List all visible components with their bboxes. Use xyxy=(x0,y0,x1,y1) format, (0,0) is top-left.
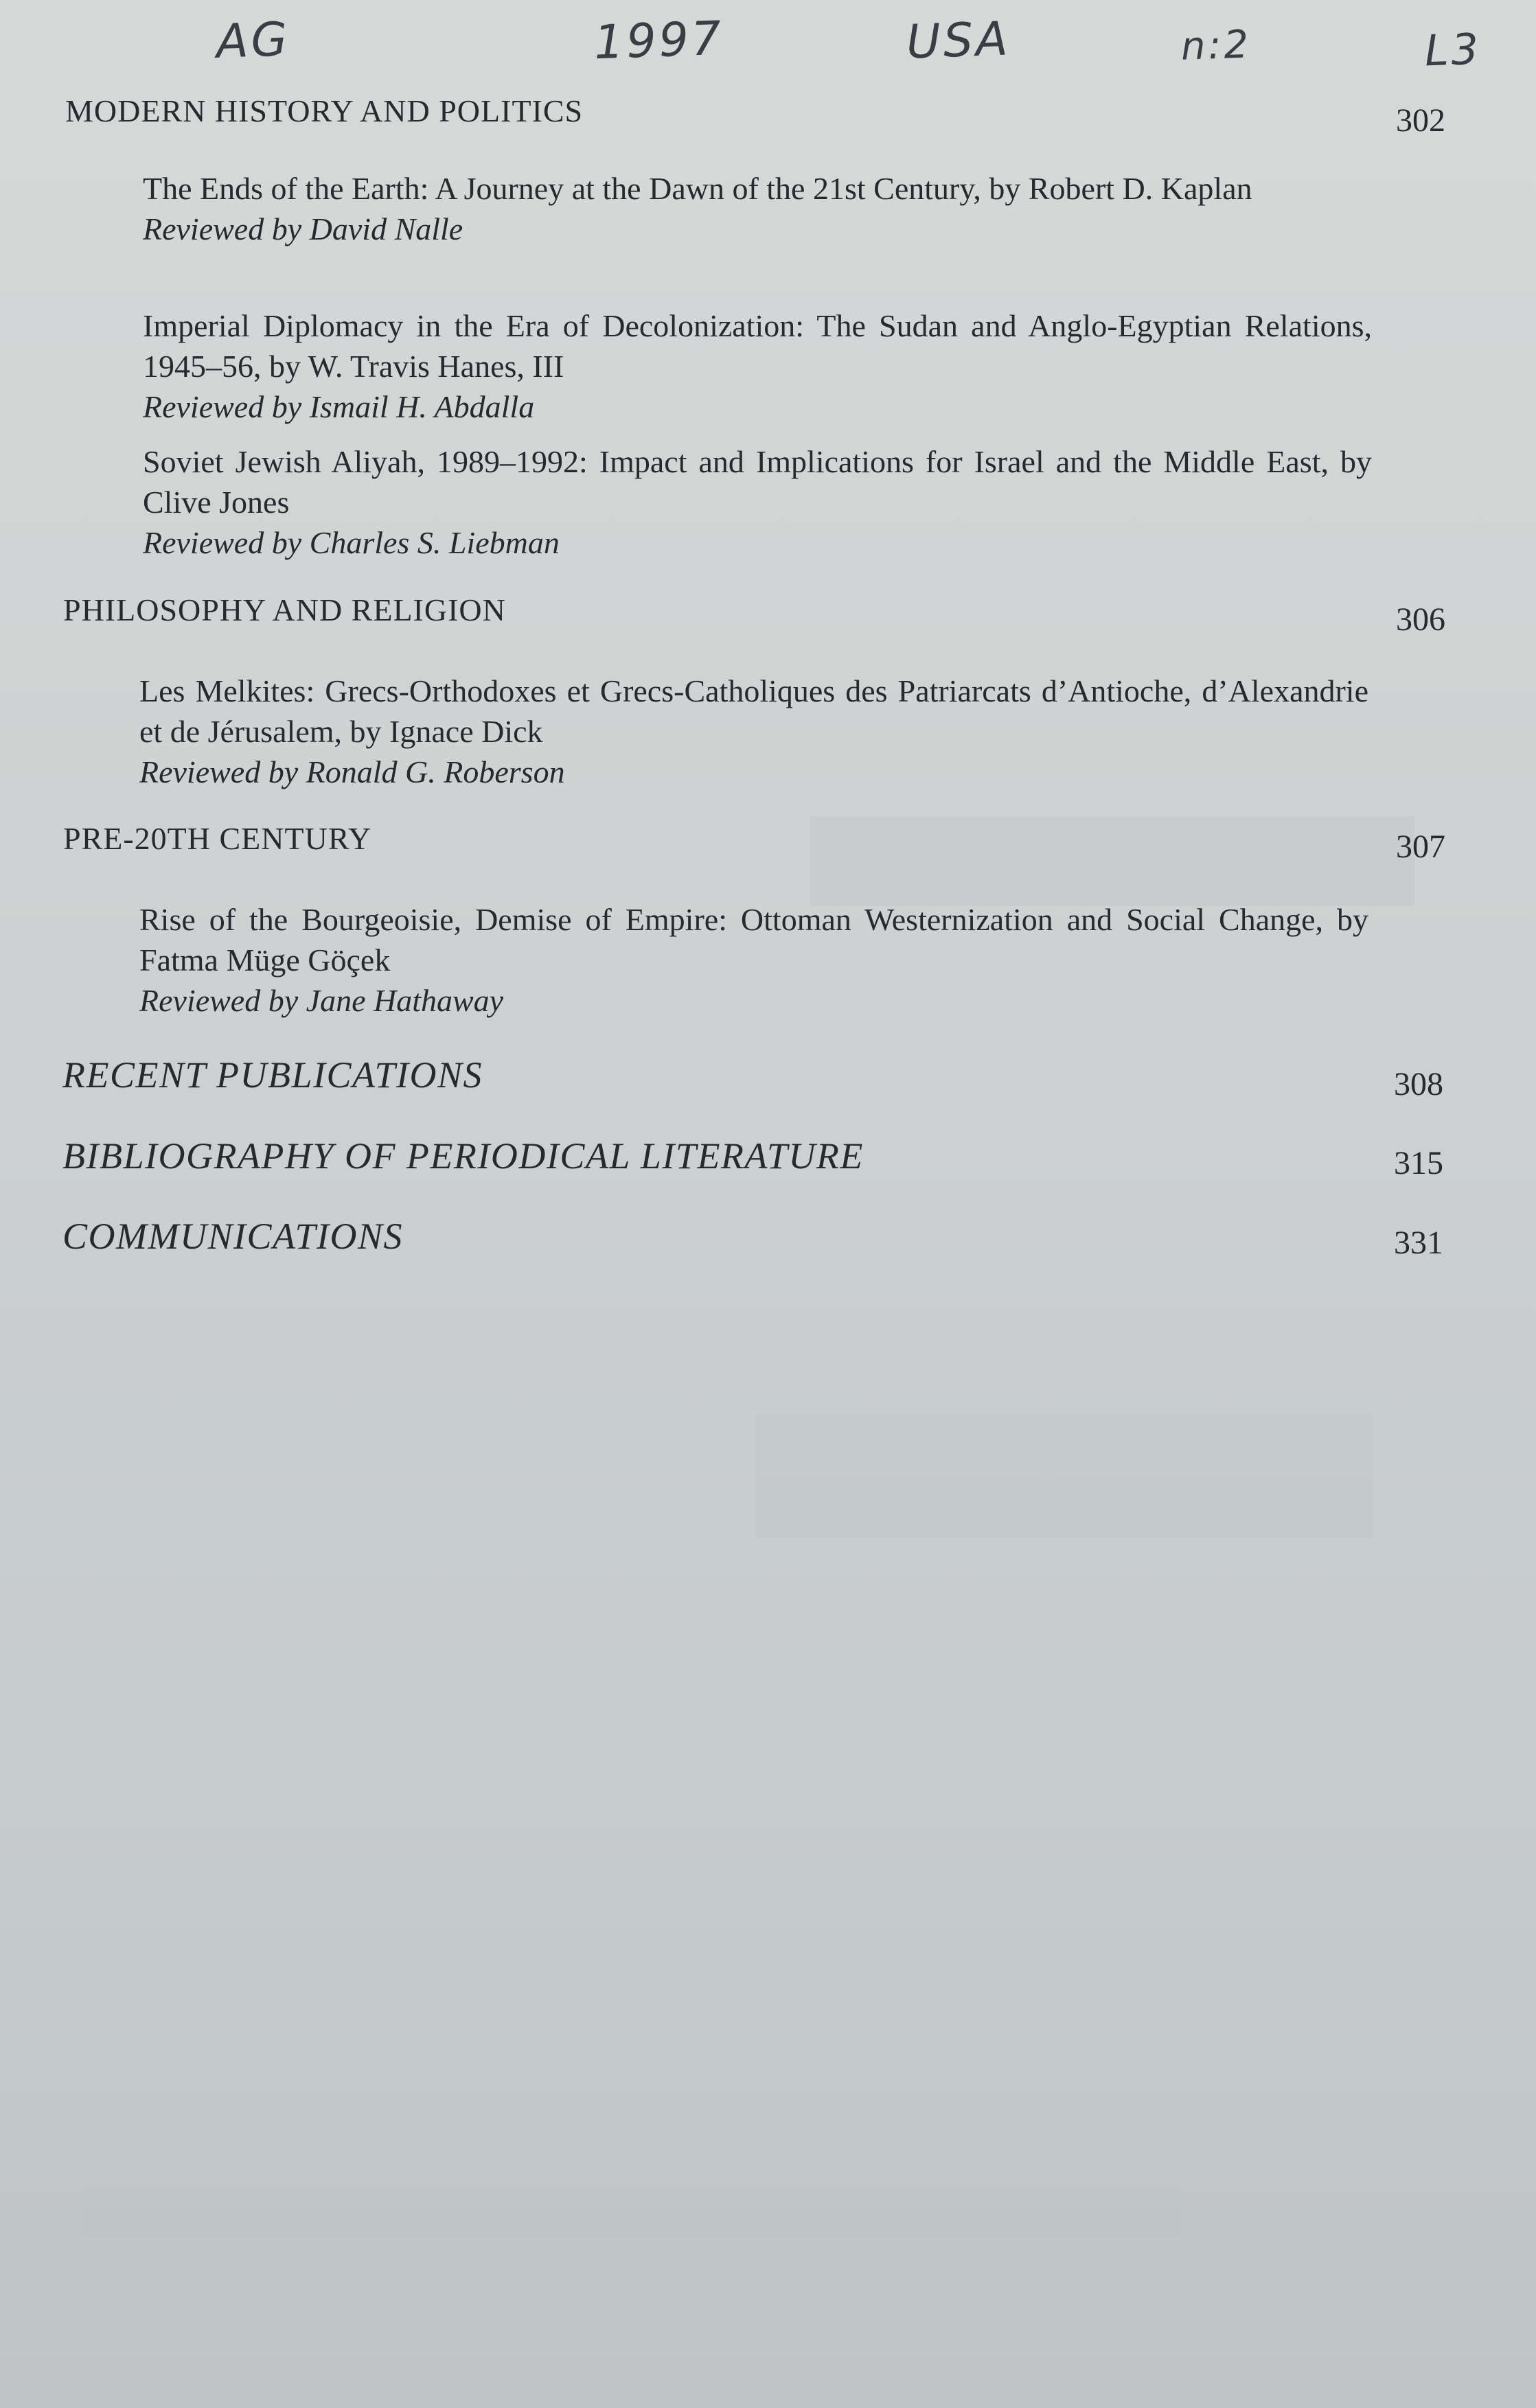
page-number: 331 xyxy=(1394,1225,1443,1261)
book-title: The Ends of the Earth: A Journey at the Dawn of the 21st Century, by Robert D. Kaplan xyxy=(143,171,1252,206)
handwritten-note-journal: AG xyxy=(215,12,291,69)
reviewer: Reviewed by Jane Hathaway xyxy=(139,983,504,1018)
section-communications xyxy=(62,0,1443,1277)
reviewer: Reviewed by David Nalle xyxy=(143,211,463,246)
handwritten-note-year: 1997 xyxy=(593,11,725,71)
reviewer: Reviewed by Ronald G. Roberson xyxy=(139,754,565,789)
book-title: Imperial Diplomacy in the Era of Decolonization: The Sudan and Anglo-Egyptian Relations, 1945–56, by W. Travis Hanes, III xyxy=(143,308,1372,384)
page-number: 306 xyxy=(1396,601,1445,638)
section-heading: PRE-20TH CENTURY xyxy=(63,821,372,856)
bleed-through-block xyxy=(82,2190,1181,2238)
section-heading: COMMUNICATIONS xyxy=(62,1216,404,1257)
handwritten-note-shelf: L3 xyxy=(1423,23,1482,76)
section-heading: PHILOSOPHY AND RELIGION xyxy=(63,592,506,627)
section-heading: BIBLIOGRAPHY OF PERIODICAL LITERATURE xyxy=(62,1135,864,1177)
handwritten-note-number: n:2 xyxy=(1180,22,1252,69)
book-title: Les Melkites: Grecs-Orthodoxes et Grecs-Catholiques des Patriarcats d’Antioche, d’Alexandrie et de Jérusalem, by Ignace Dick xyxy=(139,673,1368,749)
bleed-through-block xyxy=(755,1414,1373,1538)
handwritten-note-country: USA xyxy=(905,12,1011,70)
section-heading: MODERN HISTORY AND POLITICS xyxy=(65,93,584,128)
page-number: 308 xyxy=(1394,1066,1443,1102)
page-number: 307 xyxy=(1396,829,1445,865)
reviewer: Reviewed by Charles S. Liebman xyxy=(143,525,560,560)
book-title: Rise of the Bourgeoisie, Demise of Empire: Ottoman Westernization and Social Change, by Fatma Müge Göçek xyxy=(139,902,1368,977)
page-number: 315 xyxy=(1394,1145,1443,1181)
book-title: Soviet Jewish Aliyah, 1989–1992: Impact and Implications for Israel and the Middle East, by Clive Jones xyxy=(143,444,1372,520)
page-number: 302 xyxy=(1396,102,1445,139)
section-heading: RECENT PUBLICATIONS xyxy=(62,1054,483,1096)
reviewer: Reviewed by Ismail H. Abdalla xyxy=(143,389,535,424)
